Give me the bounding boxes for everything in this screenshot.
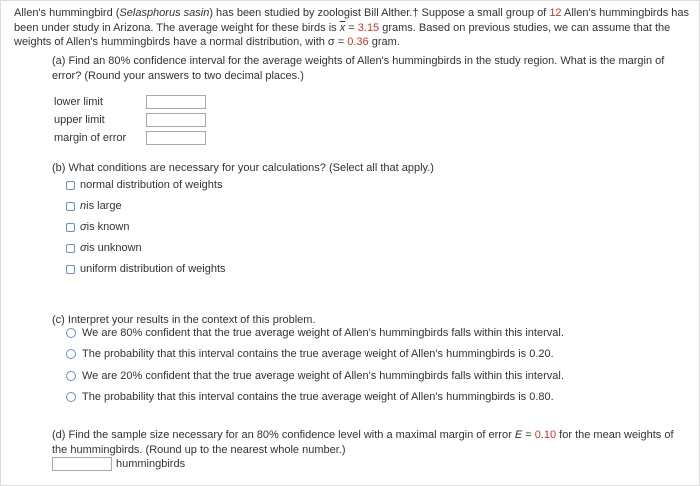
xbar-symbol: $\overline{x}$	[339, 21, 346, 34]
part-d-question	[52, 428, 688, 457]
condition-label: is known	[86, 221, 130, 233]
condition-symbol: n	[80, 200, 87, 212]
interpretation-option[interactable]	[66, 348, 554, 360]
margin-of-error-label: margin of error	[54, 132, 127, 144]
sample-size-row	[52, 457, 185, 471]
upper-limit-input[interactable]	[146, 113, 206, 127]
radio-probability-080[interactable]	[66, 392, 76, 402]
intro-text-6: gram.	[368, 36, 400, 48]
part-d-text-1: (d) Find the sample size necessary for an 80% confidence level with a maximal margin of error	[52, 429, 515, 441]
interpretation-option[interactable]	[66, 391, 554, 403]
condition-symbol: σ	[80, 221, 87, 233]
condition-label: normal distribution of weights	[80, 179, 223, 191]
part-a-question: (a) Find an 80% confidence interval for the average weights of Allen's hummingbirds in the study region. What is the margin of error? (Round your answers to two decimal places.)	[52, 55, 665, 82]
radio-80-confident[interactable]	[66, 328, 76, 338]
intro-text-4: =	[345, 21, 358, 34]
e-symbol: E	[514, 429, 523, 441]
margin-value: 0.10	[534, 429, 557, 441]
sample-mean: 3.15	[357, 21, 380, 34]
part-c-question: (c) Interpret your results in the context of this problem.	[52, 314, 316, 326]
interpretation-label: The probability that this interval contains the true average weight of Allen's hummingbirds is 0.80.	[82, 391, 554, 403]
part-d-text-2: =	[522, 429, 535, 441]
intro-text-5: grams. Based on previous studies, we can assume that the weights of Allen's hummingbirds have a normal distribution, with σ =	[14, 21, 671, 48]
margin-of-error-row	[54, 131, 206, 145]
condition-label: is unknown	[86, 242, 142, 254]
condition-label: is large	[86, 200, 122, 212]
sigma-value: 0.36	[347, 36, 369, 48]
upper-limit-label: upper limit	[54, 114, 105, 126]
sample-count: 12	[549, 7, 562, 19]
lower-limit-label: lower limit	[54, 96, 103, 108]
interpretation-label: The probability that this interval contains the true average weight of Allen's hummingbirds is 0.20.	[82, 348, 554, 360]
interpretation-option[interactable]	[66, 327, 564, 339]
species-name: Selasphorus sasin	[119, 7, 210, 19]
checkbox-normal-distribution[interactable]	[66, 181, 75, 190]
condition-option[interactable]	[66, 263, 226, 275]
intro-text-3: Allen's hummingbirds has been under study in Arizona. The average weight for these birds is	[14, 7, 690, 34]
intro-text-2: ) has been studied by zoologist Bill Alther.† Suppose a small group of	[209, 7, 550, 19]
radio-20-confident[interactable]	[66, 371, 76, 381]
checkbox-sigma-unknown[interactable]	[66, 244, 75, 253]
condition-option[interactable]	[66, 179, 222, 191]
condition-label: uniform distribution of weights	[80, 263, 226, 275]
condition-symbol: σ	[80, 242, 87, 254]
checkbox-uniform-distribution[interactable]	[66, 265, 75, 274]
problem-intro	[14, 6, 692, 50]
condition-option[interactable]	[66, 242, 142, 254]
interpretation-option[interactable]	[66, 370, 564, 382]
margin-of-error-input[interactable]	[146, 131, 206, 145]
checkbox-n-large[interactable]	[66, 202, 75, 211]
radio-probability-020[interactable]	[66, 349, 76, 359]
interpretation-label: We are 20% confident that the true average weight of Allen's hummingbirds falls within this interval.	[82, 370, 564, 382]
checkbox-sigma-known[interactable]	[66, 223, 75, 232]
interpretation-label: We are 80% confident that the true average weight of Allen's hummingbirds falls within this interval.	[82, 327, 564, 339]
upper-limit-row	[54, 113, 206, 127]
part-d-text-3: for the mean weights of the hummingbirds. (Round up to the nearest whole number.)	[52, 429, 674, 456]
condition-option[interactable]	[66, 200, 122, 212]
lower-limit-row	[54, 95, 206, 109]
part-b-question: (b) What conditions are necessary for your calculations? (Select all that apply.)	[52, 162, 434, 174]
condition-option[interactable]	[66, 221, 129, 233]
lower-limit-input[interactable]	[146, 95, 206, 109]
sample-size-input[interactable]	[52, 457, 112, 471]
sample-size-unit: hummingbirds	[116, 458, 186, 470]
intro-text-1: Allen's hummingbird (	[14, 7, 120, 19]
